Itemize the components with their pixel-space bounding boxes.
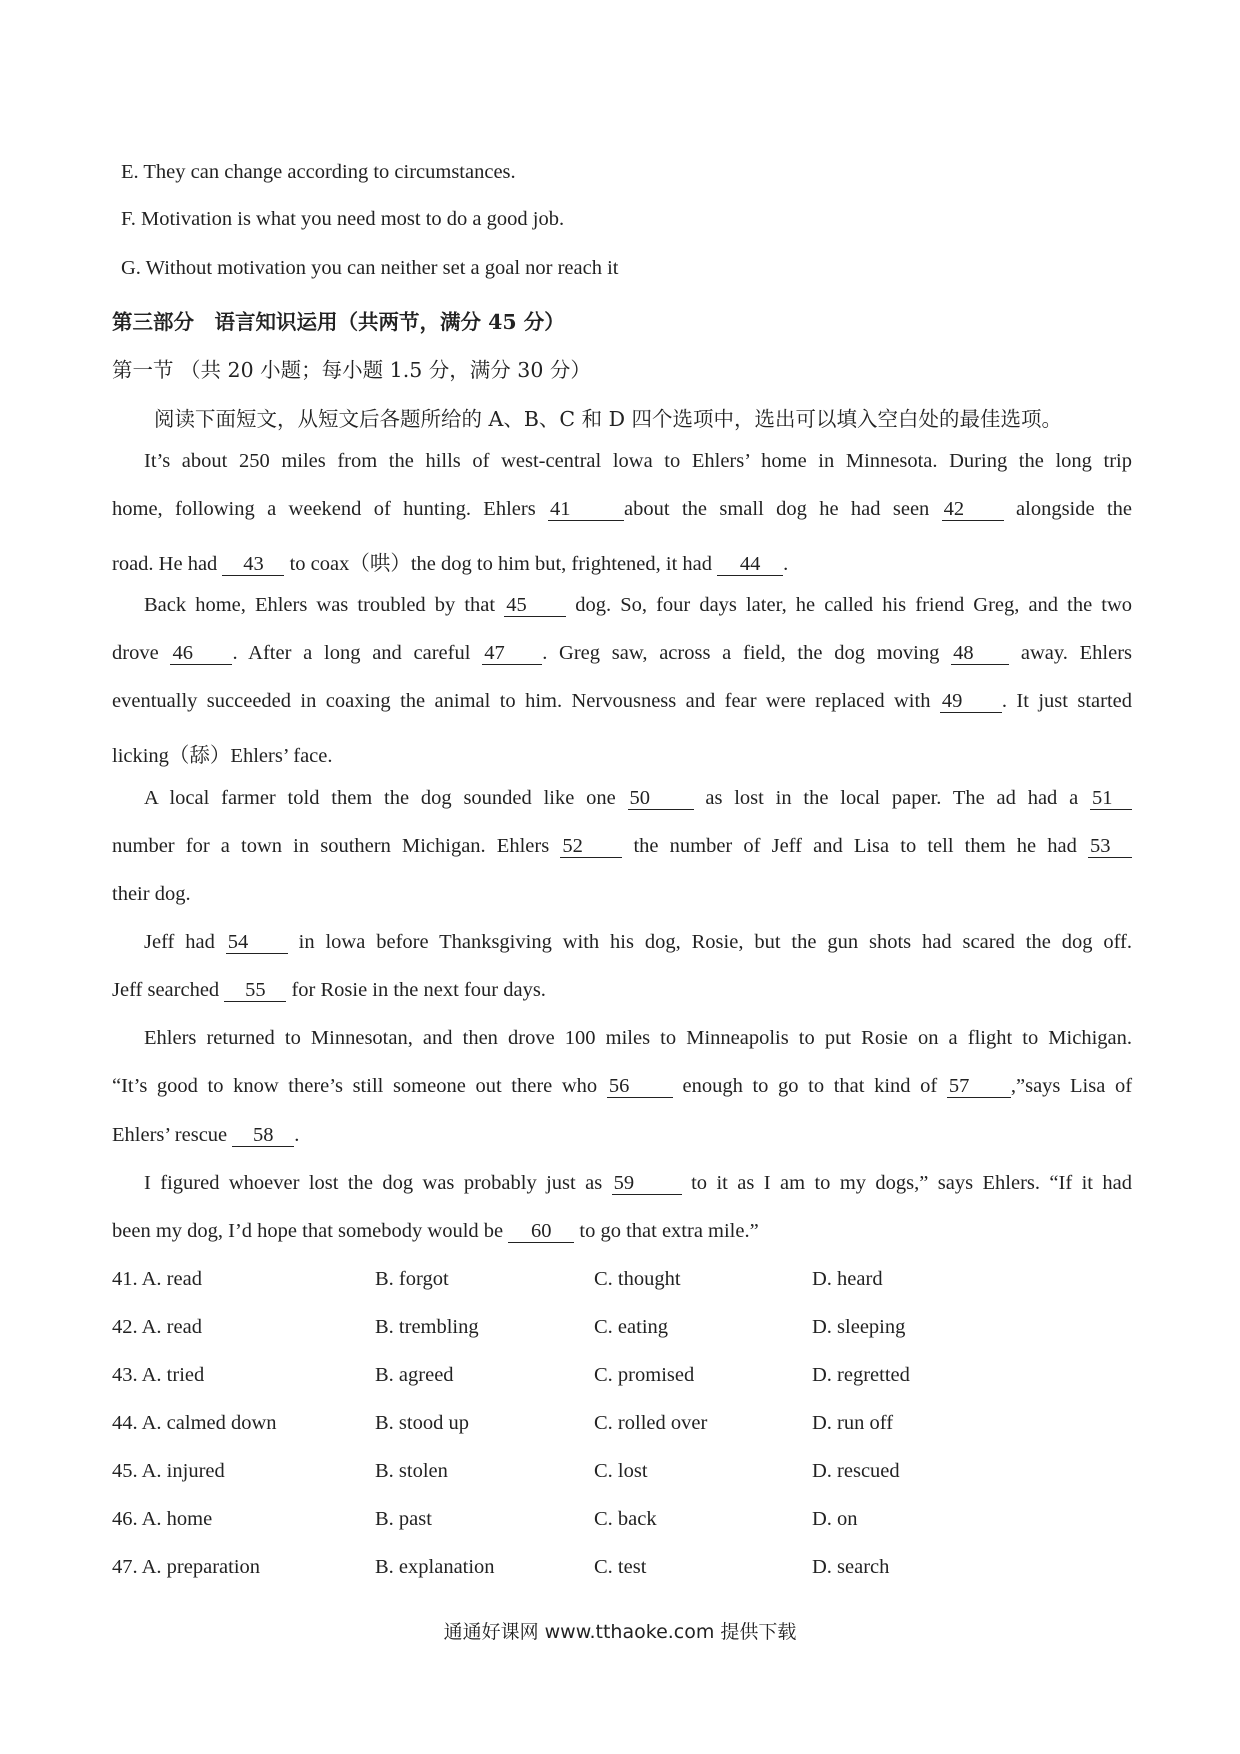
passage-line: Jeff searched 55 for Rosie in the next four days. [112, 979, 546, 1001]
option-d[interactable]: D. on [812, 1508, 858, 1530]
passage-line: eventually succeeded in coaxing the animal to him. Nervousness and fear were replaced with 49 . It just started [112, 690, 1133, 712]
prev-option-e: E. They can change according to circumstances. [121, 161, 516, 183]
blank-42[interactable]: 42 [942, 498, 1004, 521]
option-b[interactable]: B. trembling [375, 1316, 479, 1338]
passage-line: licking（舔）Ehlers’ face. [112, 745, 333, 767]
option-c[interactable]: C. back [594, 1508, 657, 1530]
option-b[interactable]: B. forgot [375, 1268, 449, 1290]
option-d[interactable]: D. regretted [812, 1364, 910, 1386]
option-d[interactable]: D. search [812, 1556, 890, 1578]
passage-line: number for a town in southern Michigan. Ehlers 52 the number of Jeff and Lisa to tell them he had 53 [112, 835, 1132, 858]
option-b[interactable]: B. explanation [375, 1556, 495, 1578]
option-a[interactable]: 44. A. calmed down [112, 1412, 277, 1434]
passage-line: been my dog, I’d hope that somebody would be 60 to go that extra mile.” [112, 1220, 759, 1242]
blank-51[interactable]: 51 [1090, 787, 1132, 810]
blank-56[interactable]: 56 [607, 1075, 673, 1098]
instructions: 阅读下面短文，从短文后各题所给的 A、B、C 和 D 四个选项中，选出可以填入空白处的最佳选项。 [154, 407, 1063, 431]
option-c[interactable]: C. eating [594, 1316, 669, 1338]
blank-49[interactable]: 49 [940, 690, 1002, 713]
footer-watermark: 通通好课网 www.tthaoke.com 提供下载 [443, 1621, 797, 1643]
blank-48[interactable]: 48 [951, 642, 1009, 665]
blank-58[interactable]: 58 [232, 1124, 294, 1147]
blank-54[interactable]: 54 [226, 931, 288, 954]
blank-45[interactable]: 45 [504, 594, 566, 617]
blank-43[interactable]: 43 [222, 553, 284, 576]
option-c[interactable]: C. lost [594, 1460, 648, 1482]
passage-line: Jeff had 54 in lowa before Thanksgiving with his dog, Rosie, but the gun shots had scared the dog off. [144, 931, 1133, 953]
option-b[interactable]: B. stood up [375, 1412, 469, 1434]
passage-line: Back home, Ehlers was troubled by that 45 dog. So, four days later, he called his friend Greg, and the two [144, 594, 1133, 616]
option-c[interactable]: C. rolled over [594, 1412, 708, 1434]
passage-line: road. He had 43 to coax（哄）the dog to him but, frightened, it had 44 . [112, 553, 789, 575]
option-b[interactable]: B. agreed [375, 1364, 454, 1386]
blank-60[interactable]: 60 [508, 1220, 574, 1243]
part3-title: 第三部分 语言知识运用（共两节，满分 45 分） [112, 310, 565, 334]
passage-line: drove 46 . After a long and careful 47 . Greg saw, across a field, the dog moving 48 away. Ehlers [112, 642, 1133, 664]
option-c[interactable]: C. promised [594, 1364, 695, 1386]
option-d[interactable]: D. run off [812, 1412, 894, 1434]
option-c[interactable]: C. test [594, 1556, 647, 1578]
blank-47[interactable]: 47 [482, 642, 542, 665]
prev-option-f: F. Motivation is what you need most to do a good job. [121, 208, 565, 230]
option-a[interactable]: 47. A. preparation [112, 1556, 261, 1578]
passage-line: A local farmer told them the dog sounded like one 50 as lost in the local paper. The ad had a 51 [144, 787, 1132, 810]
option-b[interactable]: B. past [375, 1508, 432, 1530]
blank-46[interactable]: 46 [170, 642, 232, 665]
option-a[interactable]: 43. A. tried [112, 1364, 205, 1386]
passage-line: Ehlers returned to Minnesotan, and then drove 100 miles to Minneapolis to put Rosie on a flight to Michigan. [144, 1027, 1132, 1049]
passage-line: “It’s good to know there’s still someone out there who 56 enough to go to that kind of 57 ,”says Lisa of [112, 1075, 1133, 1097]
blank-44[interactable]: 44 [717, 553, 783, 576]
blank-57[interactable]: 57 [947, 1075, 1011, 1098]
blank-52[interactable]: 52 [560, 835, 622, 858]
blank-59[interactable]: 59 [612, 1172, 682, 1195]
option-d[interactable]: D. heard [812, 1268, 883, 1290]
passage-line: It’s about 250 miles from the hills of west-central lowa to Ehlers’ home in Minnesota. During the long trip [144, 450, 1132, 472]
option-a[interactable]: 46. A. home [112, 1508, 213, 1530]
passage-line: I figured whoever lost the dog was probably just as 59 to it as I am to my dogs,” says Ehlers. “If it had [144, 1172, 1133, 1194]
passage-line: their dog. [112, 883, 191, 905]
option-d[interactable]: D. sleeping [812, 1316, 906, 1338]
option-c[interactable]: C. thought [594, 1268, 681, 1290]
option-a[interactable]: 42. A. read [112, 1316, 202, 1338]
blank-50[interactable]: 50 [628, 787, 694, 810]
blank-41[interactable]: 41 [548, 498, 624, 521]
passage-line: Ehlers’ rescue 58 . [112, 1124, 300, 1146]
blank-53[interactable]: 53 [1088, 835, 1132, 858]
blank-55[interactable]: 55 [224, 979, 286, 1002]
passage-line: home, following a weekend of hunting. Ehlers 41 about the small dog he had seen 42 alongside the [112, 498, 1132, 520]
section1-title: 第一节 （共 20 小题；每小题 1.5 分，满分 30 分） [112, 358, 591, 382]
prev-option-g: G. Without motivation you can neither set a goal nor reach it [121, 257, 619, 279]
option-a[interactable]: 41. A. read [112, 1268, 202, 1290]
option-d[interactable]: D. rescued [812, 1460, 900, 1482]
option-a[interactable]: 45. A. injured [112, 1460, 225, 1482]
option-b[interactable]: B. stolen [375, 1460, 448, 1482]
